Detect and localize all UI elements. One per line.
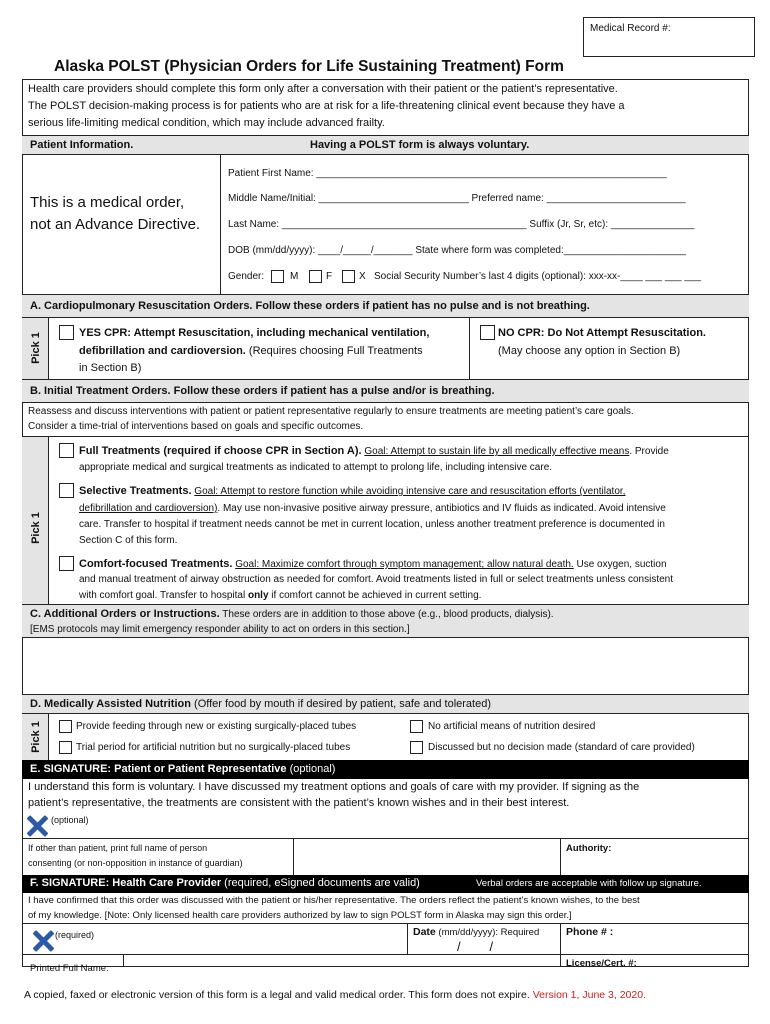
gender-f-label: F (326, 271, 333, 282)
medical-order-notice-2: not an Advance Directive. (30, 216, 201, 233)
section-b-header: B. Initial Treatment Orders. Follow these orders if patient has a pulse and/or is breathing. (30, 385, 495, 397)
phone-label[interactable]: Phone # : (566, 926, 614, 938)
section-c-header-rest: These orders are in addition to those above (e.g., blood products, dialysis). (219, 609, 554, 620)
full-treatments-goal: Goal: Attempt to sustain life by all medically effective means (364, 446, 630, 457)
gender-f-checkbox[interactable] (309, 270, 322, 283)
section-f-header-bold: F. SIGNATURE: Health Care Provider (30, 877, 222, 889)
selective-treatments-goal-1: Goal: Attempt to restore function while avoiding intensive care and resuscitation efforts (ventilator, (194, 486, 626, 497)
comfort-treatments-bold: Comfort-focused Treatments. (79, 558, 233, 570)
comfort-treatments-line-3 (79, 590, 481, 602)
gender-m-label: M (290, 271, 299, 282)
no-cpr-line-2: (May choose any option in Section B) (498, 345, 681, 357)
selective-treatments-rest-2: . May use non-invasive positive airway pressure, antibiotics and IV fluids as indicated. Avoid intensive (217, 503, 666, 514)
provider-signature-area[interactable] (54, 924, 406, 954)
patient-signature-area[interactable] (50, 812, 748, 838)
authority-label[interactable]: Authority: (566, 843, 612, 854)
full-treatments-line-2: appropriate medical and surgical treatments as indicated to attempt to prolong life, including intensive care. (79, 462, 553, 473)
comfort-line-3b: if comfort cannot be achieved in current setting. (268, 590, 482, 601)
section-b-divider (49, 436, 749, 437)
section-e-text-2: patient’s representative, the treatments are consistent with the patient’s known wishes and in their best interest. (28, 797, 570, 809)
selective-treatments-bold: Selective Treatments. (79, 485, 192, 497)
provider-signature-x-icon (32, 930, 54, 952)
section-b-note-1: Reassess and discuss interventions with patient or patient representative regularly to ensure treatments are meeting patient’s care goals. (28, 406, 634, 417)
intro-line-1: Health care providers should complete this form only after a conversation with their patient or the patient’s representative. (28, 83, 618, 95)
section-f-top-line (22, 923, 749, 924)
comfort-treatments-line-2: and manual treatment of airway obstruction as needed for comfort. Avoid treatments listed in full or select treatments unless consistent (79, 574, 674, 585)
signature-x-icon (26, 815, 48, 837)
section-e-header-rest: (optional) (286, 763, 336, 775)
middle-name-field[interactable]: Middle Name/Initial: ___________________________ Preferred name: _________________________ (228, 193, 686, 204)
nutrition-none-label: No artificial means of nutrition desired (428, 721, 596, 732)
section-c-orders-area[interactable] (23, 638, 748, 694)
section-e-header (30, 763, 335, 775)
nutrition-feeding-tubes-checkbox[interactable] (59, 720, 72, 733)
no-cpr-line-1: NO CPR: Do Not Attempt Resuscitation. (498, 327, 706, 339)
section-b-pick-label: Pick 1 (30, 512, 42, 544)
nutrition-trial-checkbox[interactable] (59, 741, 72, 754)
patient-header-right: Having a POLST form is always voluntary. (310, 139, 530, 151)
intro-line-2: The POLST decision-making process is for patients who are at risk for a life-threatening clinical event because they have a (28, 100, 625, 112)
yes-cpr-checkbox[interactable] (59, 325, 74, 340)
selective-treatments-checkbox[interactable] (59, 483, 74, 498)
yes-cpr-line-2-bold: defibrillation and cardioversion. (79, 345, 246, 357)
selective-treatments-line-2 (79, 503, 666, 515)
section-d-pick-label: Pick 1 (30, 721, 42, 753)
section-b-note-2: Consider a time-trial of interventions based on goals and specific outcomes. (28, 421, 364, 432)
gender-m-checkbox[interactable] (271, 270, 284, 283)
gender-label: Gender: (228, 271, 265, 282)
nutrition-none-checkbox[interactable] (410, 720, 423, 733)
full-treatments-rest: . Provide (629, 446, 669, 457)
footer-version: Version 1, June 3, 2020. (532, 989, 646, 1001)
ssn-field[interactable]: Social Security Number’s last 4 digits (optional): xxx-xx-____ ___ ___ ___ (374, 271, 702, 282)
date-field[interactable]: / / (457, 939, 494, 954)
medical-order-notice-1: This is a medical order, (30, 194, 185, 211)
form-title: Alaska POLST (Physician Orders for Life Sustaining Treatment) Form (54, 58, 564, 75)
section-f-phone-line (560, 954, 749, 955)
nutrition-no-decision-label: Discussed but no decision made (standard of care provided) (428, 742, 695, 753)
section-f-header-right: Verbal orders are acceptable with follow up signature. (476, 878, 702, 889)
nutrition-trial-label: Trial period for artificial nutrition but no surgically-placed tubes (76, 742, 351, 753)
section-f-text-2: of my knowledge. [Note: Only licensed health care providers authorized by law to sign POLST form in Alaska may sign this order.] (28, 910, 572, 921)
print-name-label-2: consenting (or non-opposition in instance of guardian) (28, 858, 243, 868)
section-f-text-1: I have confirmed that this order was discussed with the patient or his/her representative. The orders reflect the patient’s known wishes, to the best (28, 895, 640, 906)
yes-cpr-line-2-rest: (Requires choosing Full Treatments (245, 345, 423, 357)
license-label[interactable]: License/Cert. #: (566, 958, 637, 969)
gender-x-checkbox[interactable] (342, 270, 355, 283)
full-treatments-bold: Full Treatments (required if choose CPR in Section A). (79, 445, 362, 457)
comfort-treatments-rest: Use oxygen, suction (573, 559, 667, 570)
gender-x-label: X (359, 271, 366, 282)
section-c-header (30, 608, 554, 621)
selective-treatments-goal-2: defibrillation and cardioversion) (79, 503, 218, 514)
print-name-label-1: If other than patient, print full name of person (28, 843, 208, 853)
section-a-divider (469, 318, 470, 379)
representative-name-input[interactable] (294, 839, 559, 874)
full-treatments-checkbox[interactable] (59, 443, 74, 458)
selective-treatments-line-4: Section C of this form. (79, 535, 178, 546)
section-f-header-rest: (required, eSigned documents are valid) (221, 877, 420, 889)
no-cpr-checkbox[interactable] (480, 325, 495, 340)
section-a-header: A. Cardiopulmonary Resuscitation Orders. Follow these orders if patient has no pulse and is not breathing. (30, 300, 590, 312)
selective-treatments-line-3: care. Transfer to hospital if treatment needs cannot be met in current location, unless another treatment preference is documented in (79, 519, 665, 530)
footer-text (24, 989, 646, 1001)
comfort-treatments-checkbox[interactable] (59, 556, 74, 571)
yes-cpr-line-1: YES CPR: Attempt Resuscitation, including mechanical ventilation, (79, 327, 430, 339)
section-e-optional: (optional) (51, 815, 89, 825)
section-f-divider-2 (560, 923, 561, 967)
dob-field[interactable]: DOB (mm/dd/yyyy): ____/_____/_______ State where form was completed:______________________ (228, 245, 687, 256)
medical-record-label: Medical Record #: (590, 23, 671, 34)
date-label (413, 926, 539, 939)
section-d-header-bold: D. Medically Assisted Nutrition (30, 698, 191, 710)
yes-cpr-line-2 (79, 345, 423, 357)
section-f-header (30, 877, 420, 889)
full-treatments-line-1 (79, 445, 669, 458)
nutrition-feeding-tubes-label: Provide feeding through new or existing surgically-placed tubes (76, 721, 357, 732)
section-f-divider-1 (407, 923, 408, 954)
comfort-treatments-goal: Goal: Maximize comfort through symptom management; allow natural death. (235, 559, 574, 570)
first-name-field[interactable]: Patient First Name: _______________________________________________________________ (228, 168, 667, 179)
yes-cpr-line-3: in Section B) (79, 362, 142, 374)
printed-name-label: Printed Full Name: (30, 963, 109, 974)
section-f-required: (required) (55, 930, 95, 940)
intro-line-3: serious life-limiting medical condition, which may include advanced frailty. (28, 117, 385, 129)
section-c-line-2: [EMS protocols may limit emergency responder ability to act on orders in this section.] (30, 624, 410, 635)
patient-header-left: Patient Information. (30, 139, 134, 151)
section-a-pick-label: Pick 1 (30, 332, 42, 364)
comfort-only: only (247, 590, 269, 601)
comfort-line-3a: with comfort goal. Transfer to hospital (79, 590, 248, 601)
printed-name-input[interactable] (123, 955, 560, 967)
section-e-header-bold: E. SIGNATURE: Patient or Patient Representative (30, 763, 287, 775)
last-name-field[interactable]: Last Name: ____________________________________________ Suffix (Jr, Sr, etc): _______________ (228, 219, 695, 230)
section-e-text-1: I understand this form is voluntary. I have discussed my treatment options and goals of care with my provider. If signing as the (28, 781, 640, 793)
section-d-header-rest: (Offer food by mouth if desired by patient, safe and tolerated) (190, 698, 491, 710)
footer-legal: A copied, faxed or electronic version of this form is a legal and valid medical order. This form does not expire. (24, 989, 530, 1001)
section-e-divider-2 (560, 838, 561, 875)
selective-treatments-line-1 (79, 485, 625, 498)
comfort-treatments-line-1 (79, 558, 667, 571)
date-label-rest: (mm/dd/yyyy): Required (435, 927, 540, 938)
patient-divider (220, 155, 221, 294)
nutrition-no-decision-checkbox[interactable] (410, 741, 423, 754)
date-label-bold: Date (413, 926, 436, 938)
section-c-header-bold: C. Additional Orders or Instructions. (30, 608, 220, 620)
section-d-header (30, 698, 491, 710)
